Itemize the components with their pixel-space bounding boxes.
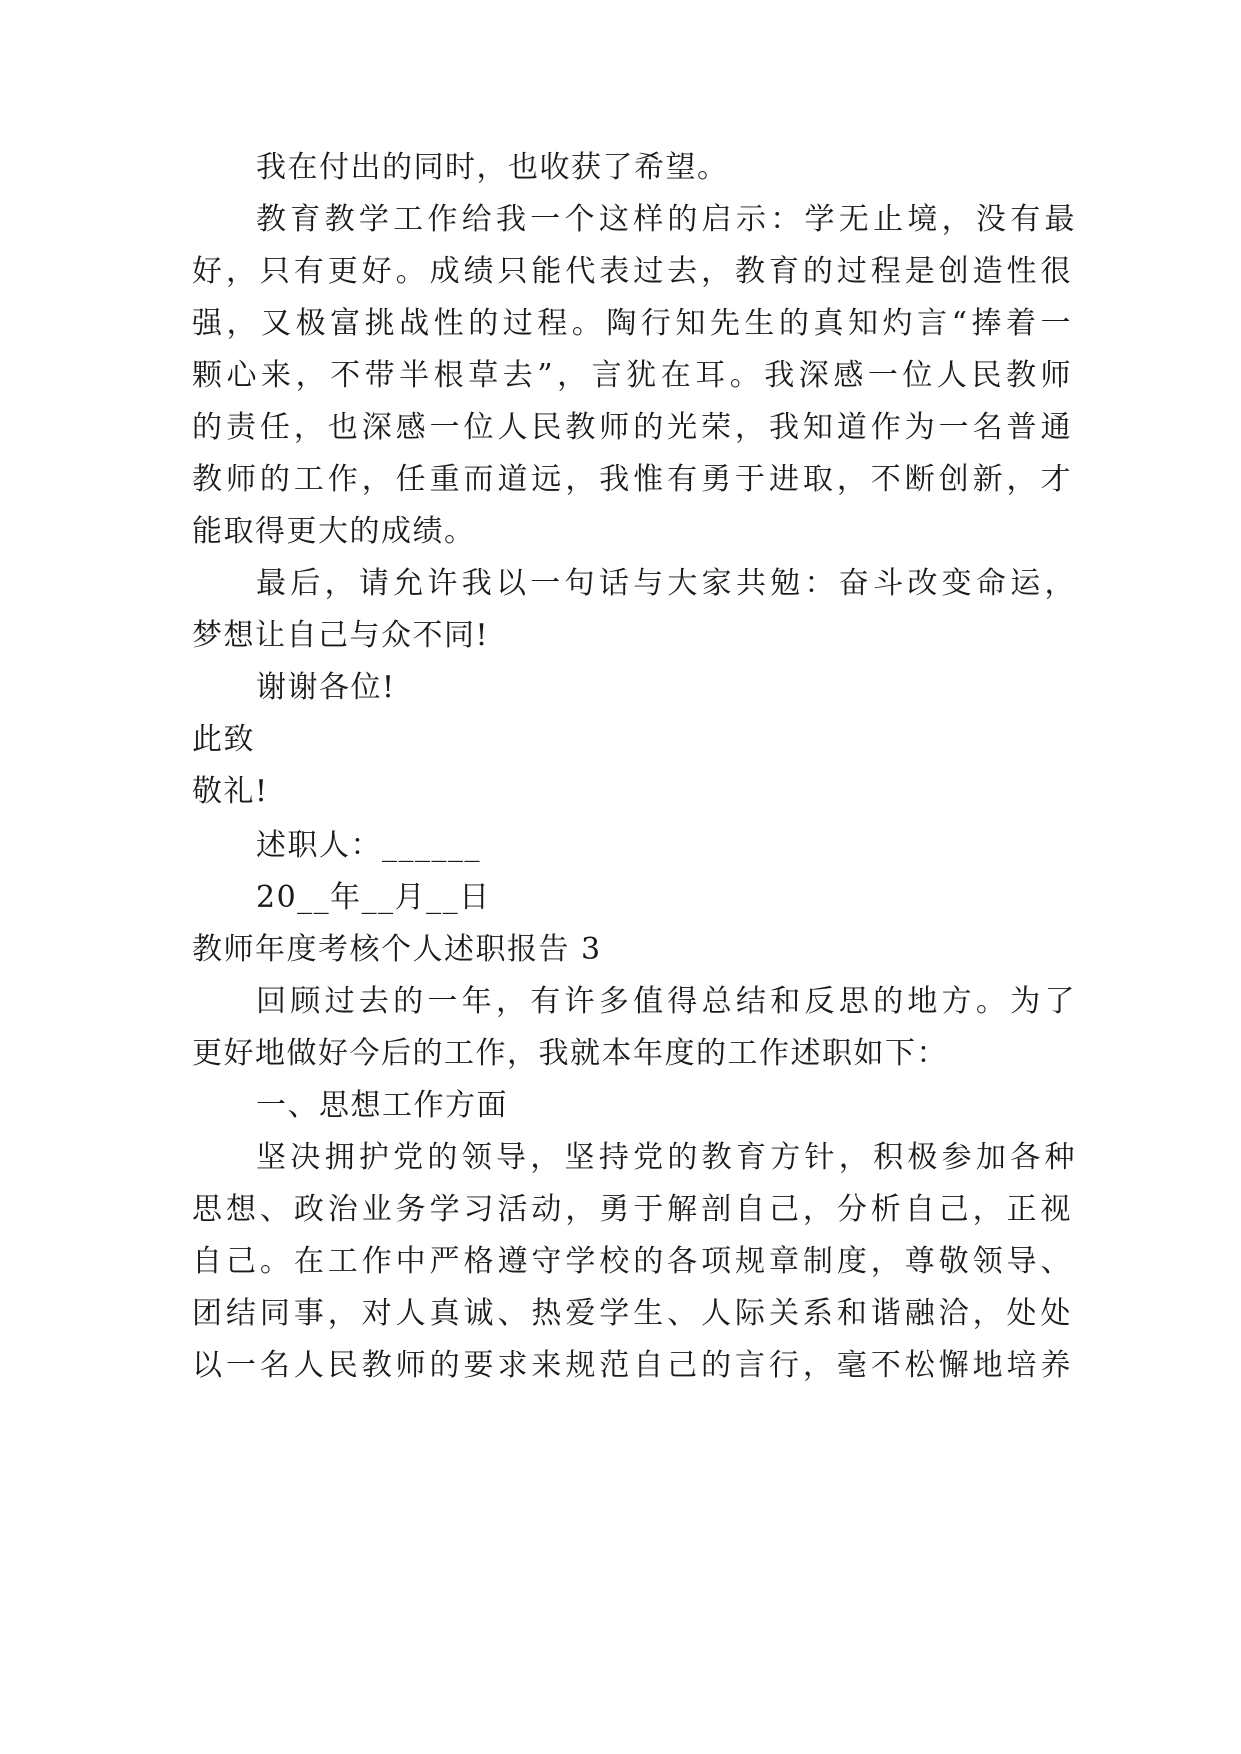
closing-line: 此致 [192, 722, 255, 757]
paragraph-line: 教育教学工作给我一个这样的启示：学无止境，没有最 [256, 202, 1076, 237]
closing-salute: 敬礼! [192, 774, 269, 809]
date-line: 20__年__月__日 [256, 880, 491, 915]
paragraph-line: 强，又极富挑战性的过程。陶行知先生的真知灼言“捧着一 [192, 306, 1072, 341]
paragraph-line: 能取得更大的成绩。 [192, 514, 476, 549]
paragraph-line: 教师的工作，任重而道远，我惟有勇于进取，不断创新，才 [192, 462, 1072, 497]
paragraph-line: 以一名人民教师的要求来规范自己的言行，毫不松懈地培养 [192, 1348, 1072, 1383]
paragraph-line: 自己。在工作中严格遵守学校的各项规章制度，尊敬领导、 [192, 1244, 1072, 1279]
section-title: 教师年度考核个人述职报告 3 [192, 932, 602, 967]
paragraph-line: 思想、政治业务学习活动，勇于解剖自己，分析自己，正视 [192, 1192, 1072, 1227]
paragraph-line: 颗心来，不带半根草去”，言犹在耳。我深感一位人民教师 [192, 358, 1072, 393]
signature-line: 述职人：______ [256, 828, 481, 863]
paragraph-line: 更好地做好今后的工作，我就本年度的工作述职如下： [192, 1036, 948, 1071]
paragraph-line: 好，只有更好。成绩只能代表过去，教育的过程是创造性很 [192, 254, 1072, 289]
paragraph-line: 团结同事，对人真诚、热爱学生、人际关系和谐融洽，处处 [192, 1296, 1072, 1331]
paragraph-line: 坚决拥护党的领导，坚持党的教育方针，积极参加各种 [256, 1140, 1076, 1175]
paragraph-line: 最后，请允许我以一句话与大家共勉：奋斗改变命运， [256, 566, 1076, 601]
paragraph-line: 回顾过去的一年，有许多值得总结和反思的地方。为了 [256, 984, 1076, 1019]
paragraph-line: 我在付出的同时，也收获了希望。 [256, 150, 729, 185]
paragraph-line: 梦想让自己与众不同! [192, 618, 490, 653]
thanks-line: 谢谢各位! [256, 670, 396, 705]
paragraph-line: 的责任，也深感一位人民教师的光荣，我知道作为一名普通 [192, 410, 1072, 445]
subsection-heading: 一、思想工作方面 [256, 1088, 508, 1123]
